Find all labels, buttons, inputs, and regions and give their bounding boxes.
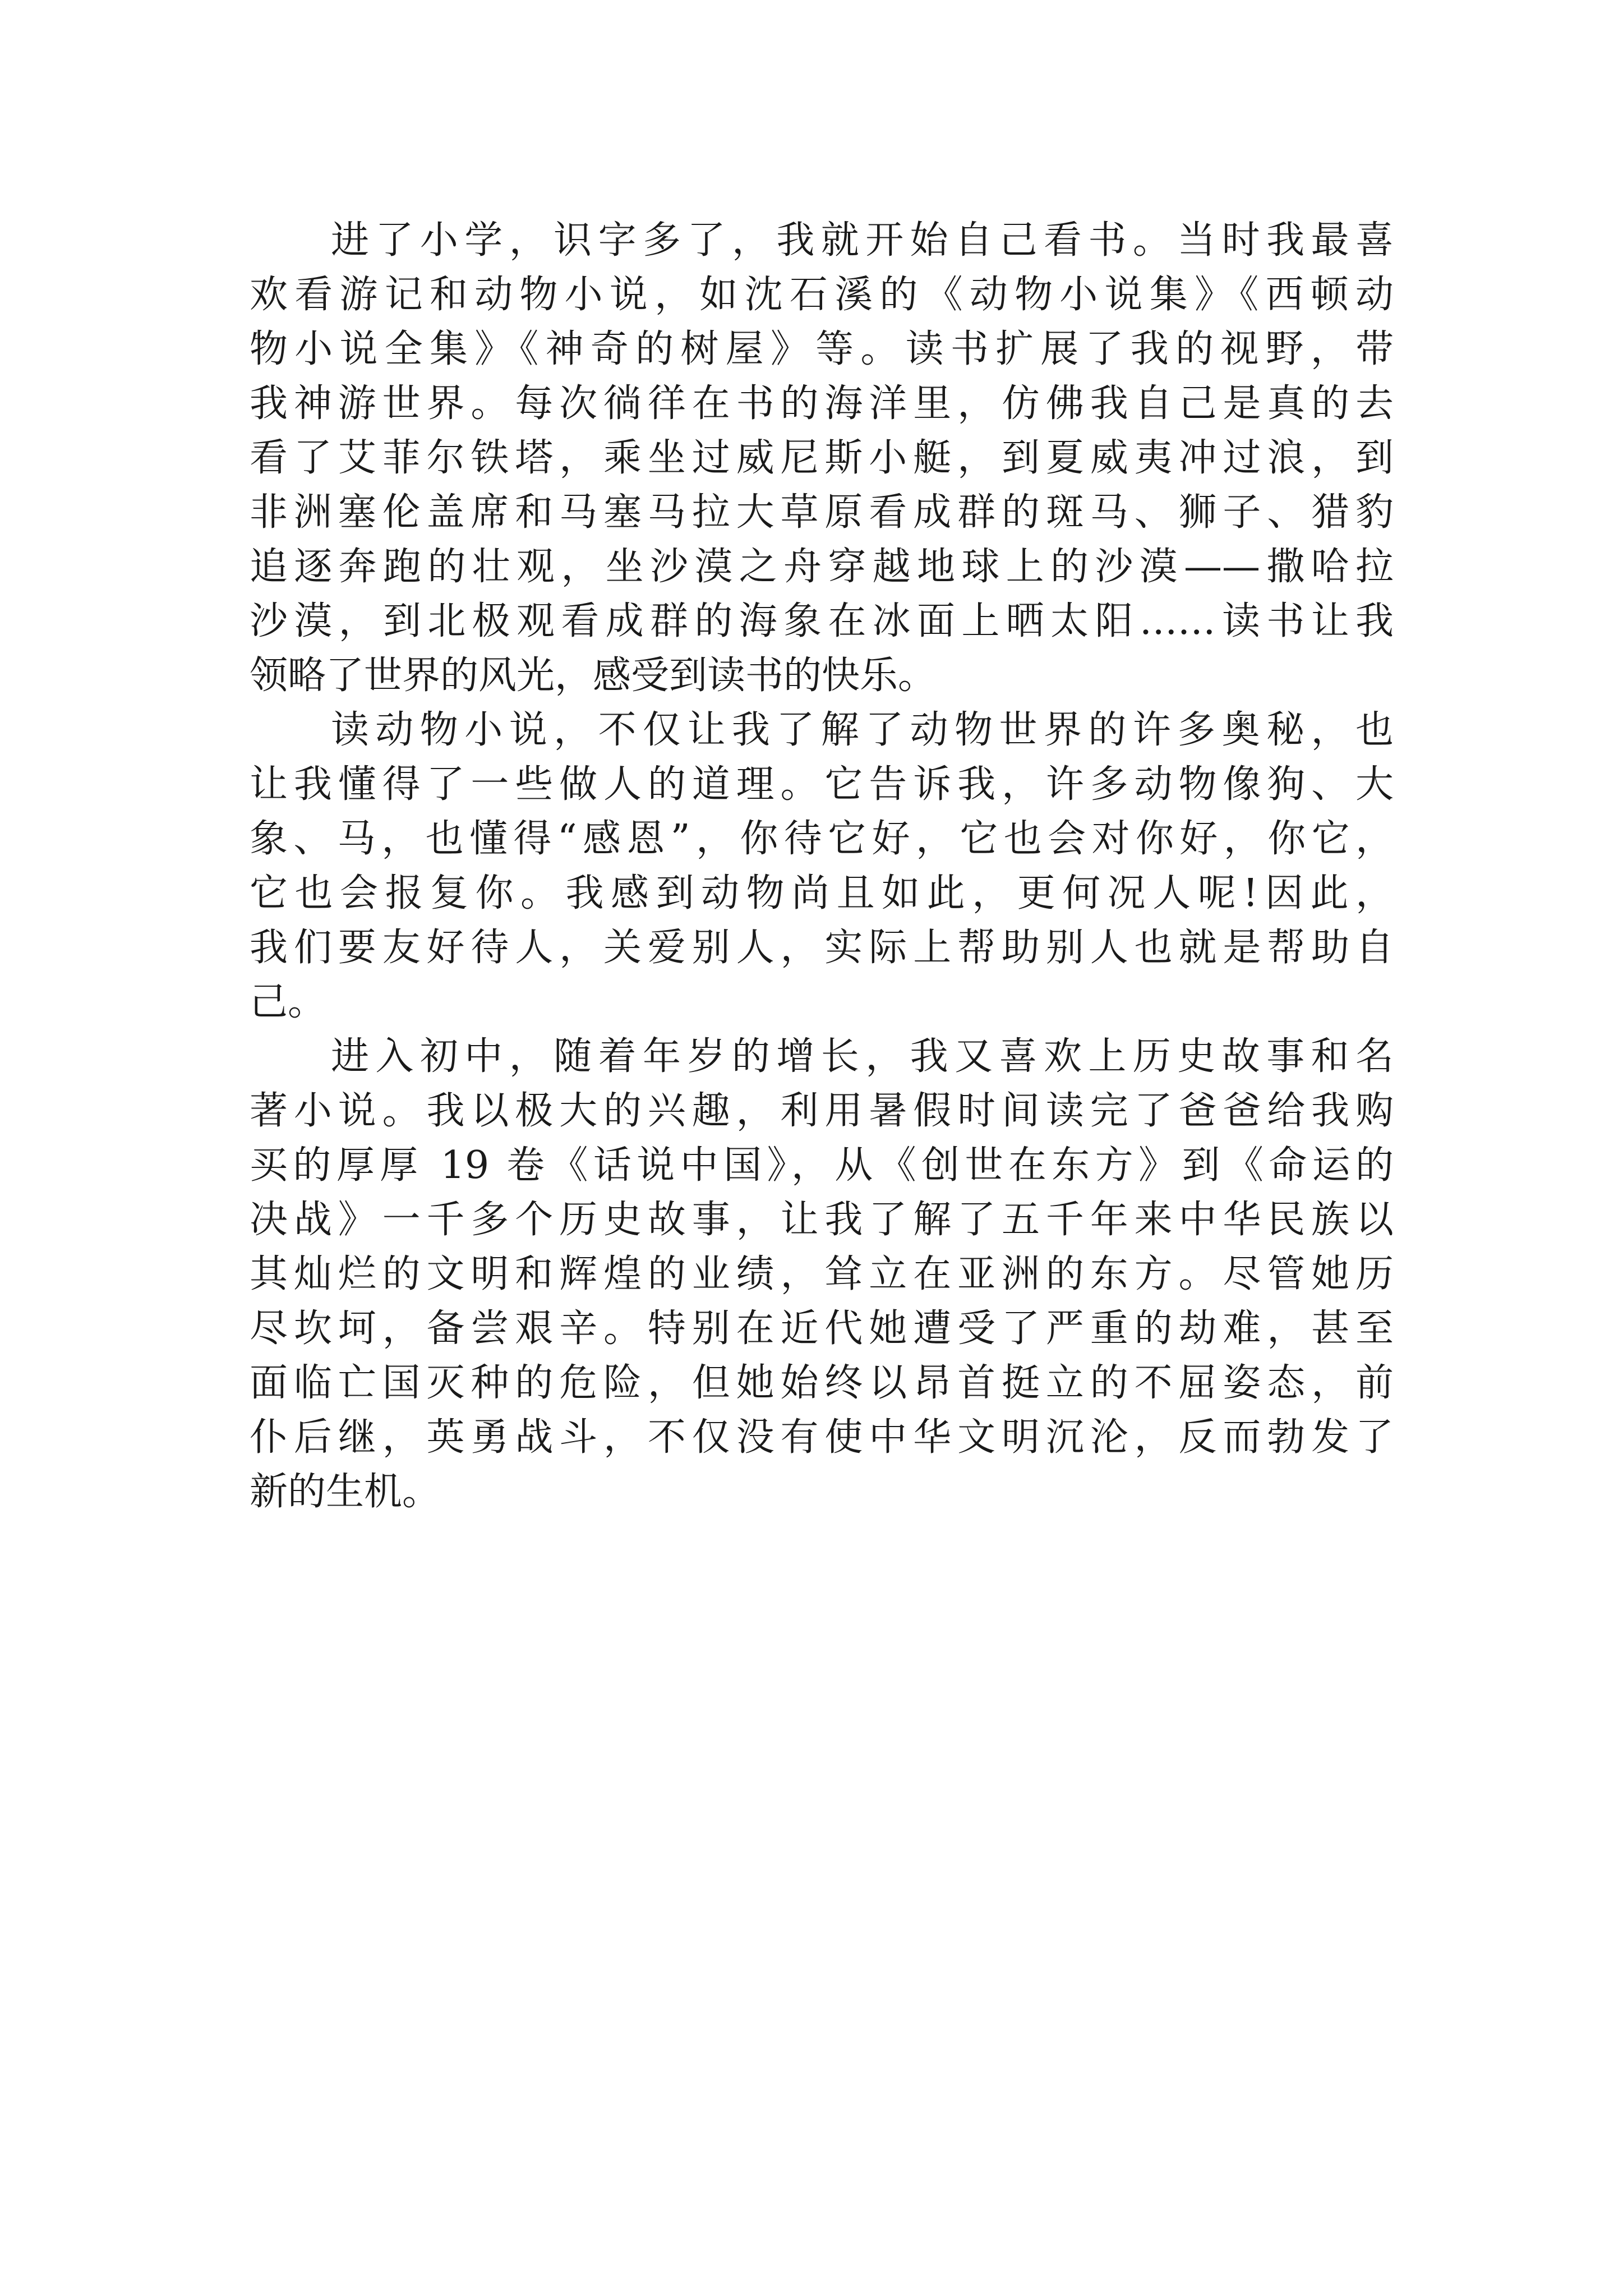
text-line: 物小说全集》《神奇的树屋》等。读书扩展了我的视野，带 — [250, 327, 1394, 371]
text-line: 面临亡国灭种的危险，但她始终以昂首挺立的不屈姿态，前 — [250, 1361, 1394, 1405]
text-line: 决战》一千多个历史故事，让我了解了五千年来中华民族以 — [250, 1198, 1394, 1242]
text-line: 买的厚厚 19 卷《话说中国》，从《创世在东方》到《命运的 — [250, 1143, 1394, 1188]
text-line: 读动物小说，不仅让我了解了动物世界的许多奥秘，也 — [331, 708, 1394, 752]
text-line: 我神游世界。每次徜徉在书的海洋里，仿佛我自己是真的去 — [250, 381, 1394, 426]
paragraph-3 — [250, 1029, 1394, 1519]
text-line: 其灿烂的文明和辉煌的业绩，耸立在亚洲的东方。尽管她历 — [250, 1252, 1394, 1296]
text-line: 新的生机。 — [250, 1470, 441, 1514]
text-line: 领略了世界的风光，感受到读书的快乐。 — [250, 654, 937, 698]
body-text — [250, 213, 1394, 1519]
text-line: 著小说。我以极大的兴趣，利用暑假时间读完了爸爸给我购 — [250, 1089, 1394, 1133]
text-line: 让我懂得了一些做人的道理。它告诉我，许多动物像狗、大 — [250, 762, 1394, 807]
text-line: 看了艾菲尔铁塔，乘坐过威尼斯小艇，到夏威夷冲过浪，到 — [250, 436, 1394, 480]
text-line: 非洲塞伦盖席和马塞马拉大草原看成群的斑马、狮子、猎豹 — [250, 490, 1394, 535]
text-line: 象、马，也懂得“感恩”，你待它好，它也会对你好，你它， — [250, 817, 1394, 861]
text-line: 仆后继，英勇战斗，不仅没有使中华文明沉沦，反而勃发了 — [250, 1415, 1394, 1460]
text-line: 它也会报复你。我感到动物尚且如此，更何况人呢!因此， — [250, 871, 1394, 915]
paragraph-2 — [250, 703, 1394, 1029]
text-line: 尽坎坷，备尝艰辛。特别在近代她遭受了严重的劫难，甚至 — [250, 1306, 1394, 1351]
text-line: 进了小学，识字多了，我就开始自己看书。当时我最喜 — [331, 218, 1394, 263]
paragraph-1 — [250, 213, 1394, 703]
text-line: 进入初中，随着年岁的增长，我又喜欢上历史故事和名 — [331, 1034, 1394, 1079]
text-line: 欢看游记和动物小说，如沈石溪的《动物小说集》《西顿动 — [250, 273, 1394, 317]
text-line: 我们要友好待人，关爱别人，实际上帮助别人也就是帮助自 — [250, 926, 1394, 970]
text-line: 追逐奔跑的壮观，坐沙漠之舟穿越地球上的沙漠——撒哈拉 — [250, 545, 1394, 589]
text-line: 沙漠，到北极观看成群的海象在冰面上晒太阳……读书让我 — [250, 599, 1394, 643]
text-line: 己。 — [250, 980, 326, 1024]
